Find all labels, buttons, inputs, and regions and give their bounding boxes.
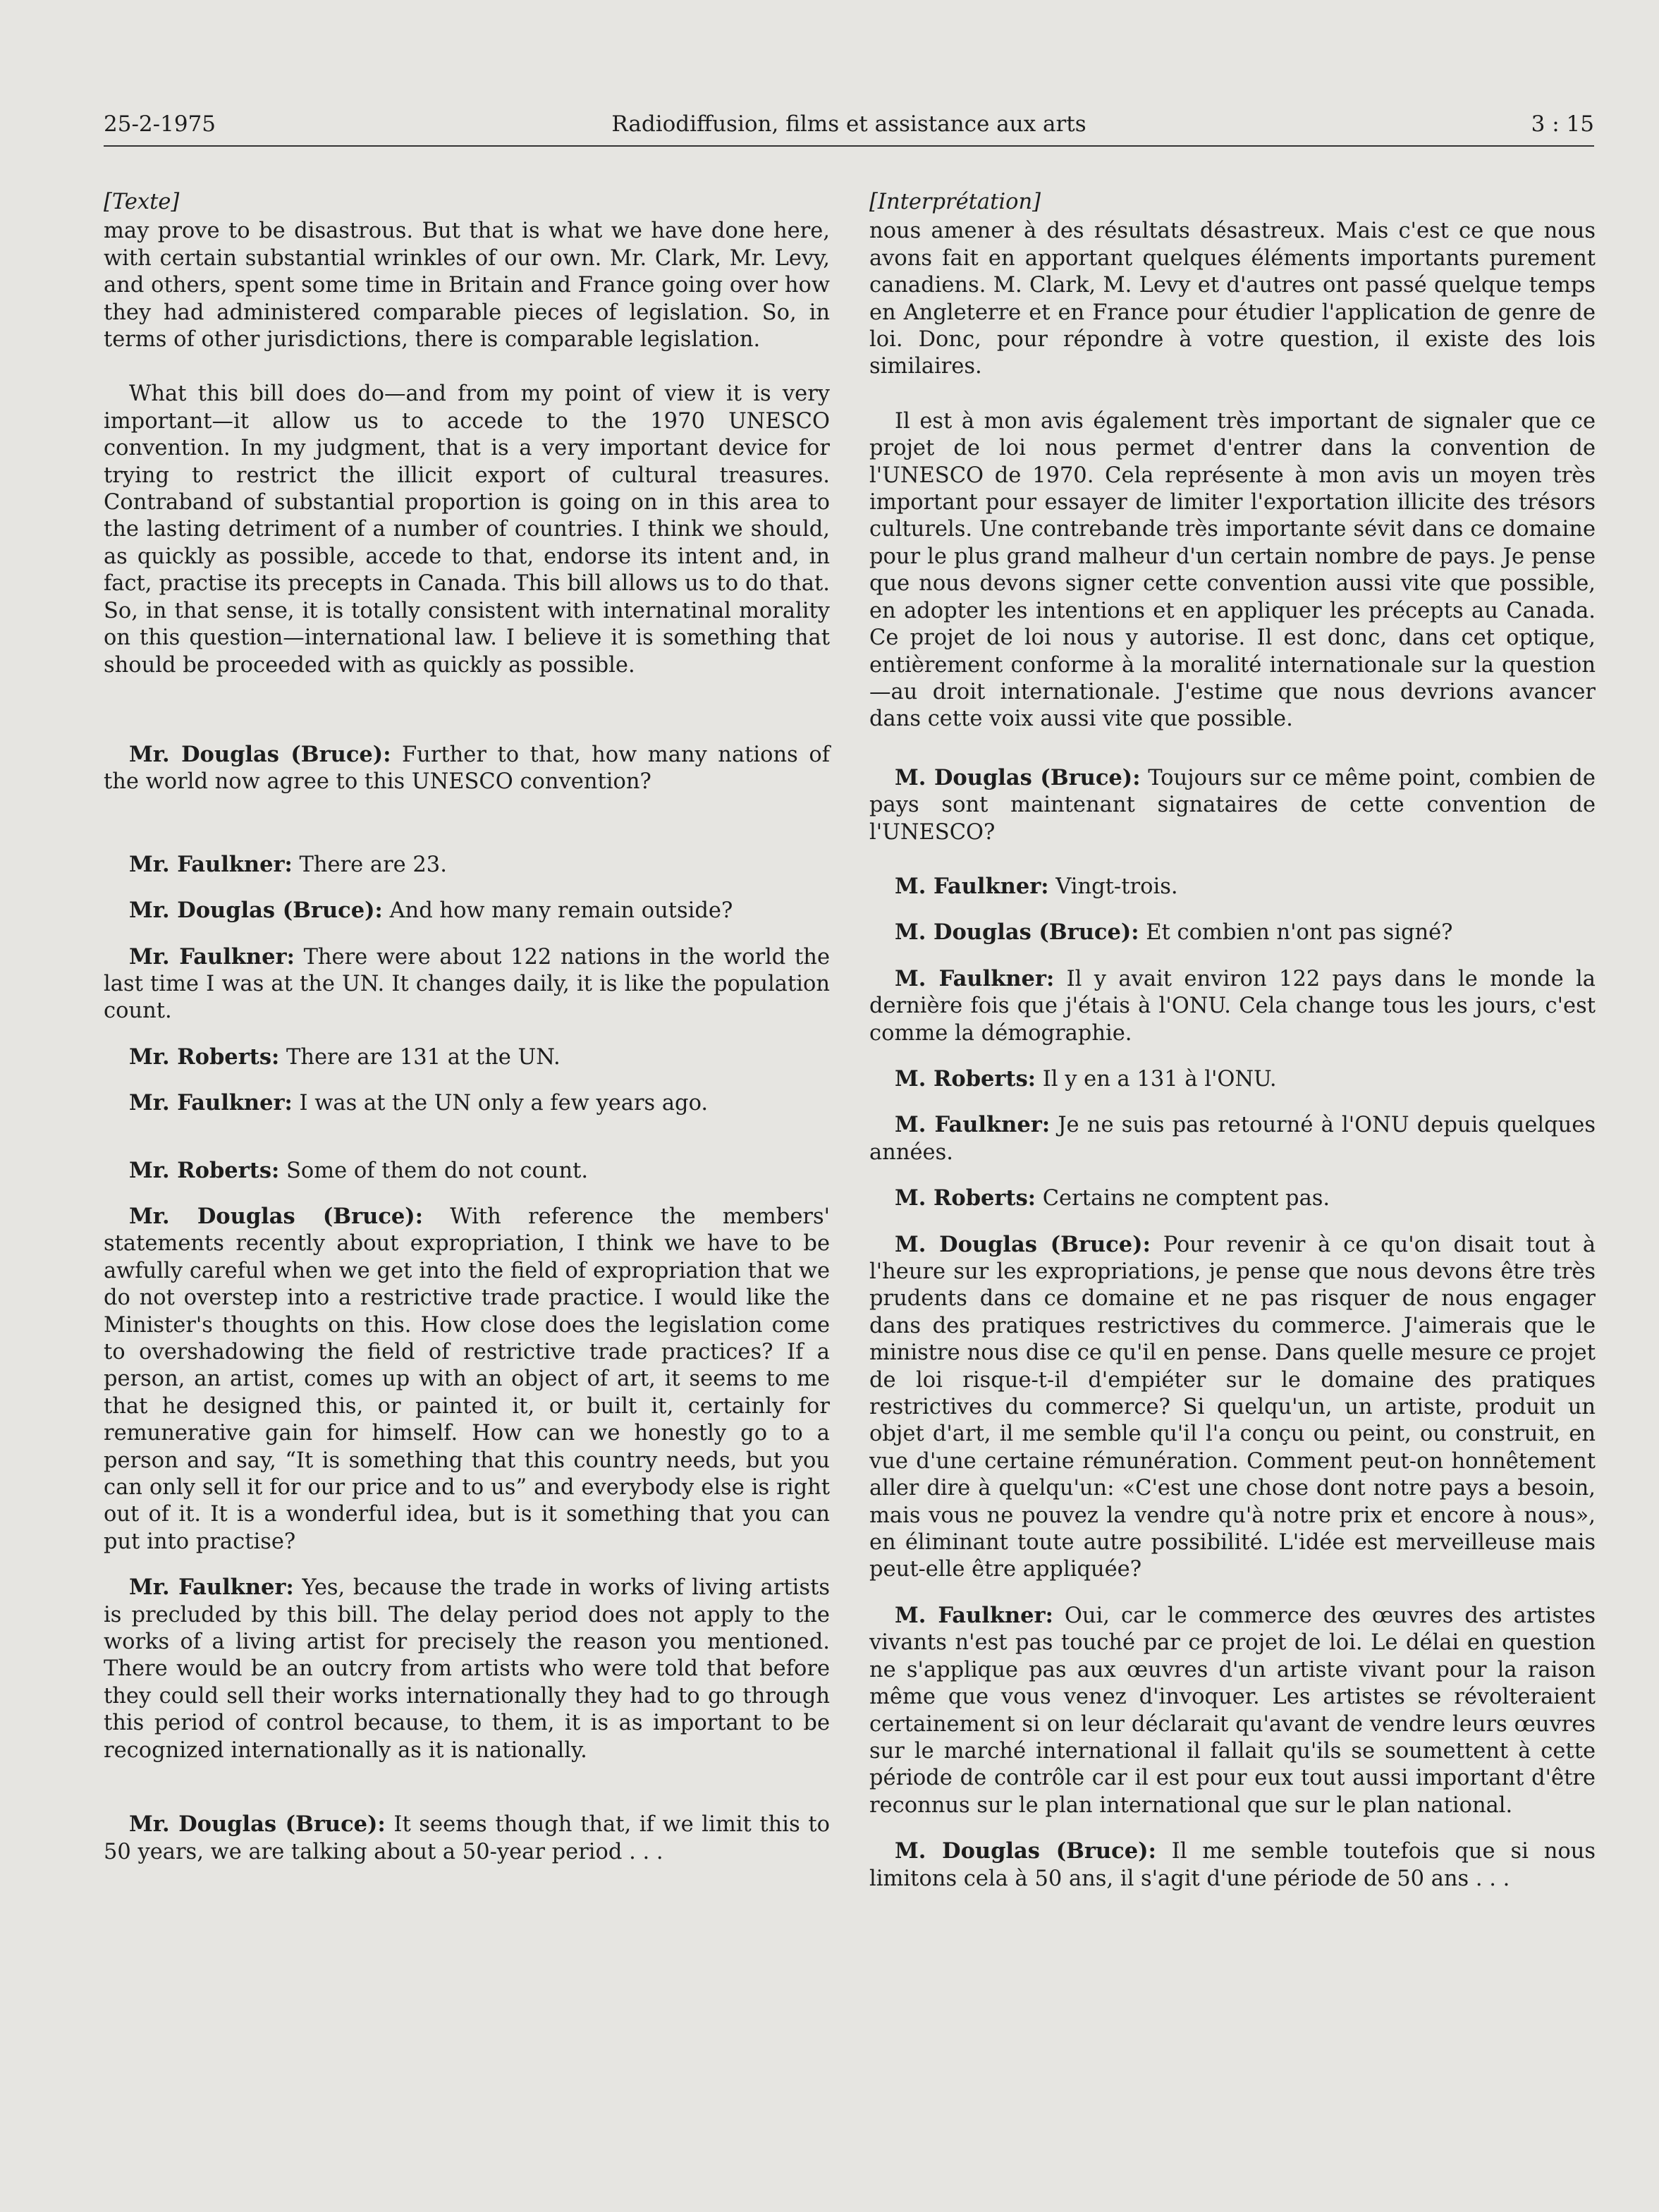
paragraph: Mr. Faulkner: Yes, because the trade in works of living artists is precluded by this bill. The delay period does not apply to the works of a living artist for precisely the reason you mentioned. There would be an outcry from artists who were told that before they could sell their works internationally they had to go through this period of control because, to them, it is as important to be recognized internationally as it is nationally.	[104, 1575, 830, 1763]
paragraph: Mr. Faulkner: I was at the UN only a few years ago.	[129, 1090, 709, 1116]
paragraph: Mr. Douglas (Bruce): And how many remain outside?	[129, 898, 733, 924]
paragraph: Mr. Roberts: There are 131 at the UN.	[129, 1044, 561, 1070]
paragraph: M. Faulkner: Je ne suis pas retourné à l'ONU depuis quelques années.	[869, 1112, 1596, 1165]
paragraph: Mr. Faulkner: There are 23.	[129, 851, 447, 877]
header-title: Radiodiffusion, films et assistance aux arts	[611, 111, 1086, 137]
paragraph: M. Roberts: Il y en a 131 à l'ONU.	[895, 1065, 1277, 1092]
paragraph: may prove to be disastrous. But that is what we have done here, with certain substantial wrinkles of our own. Mr. Clark, Mr. Levy, and others, spent some time in Britain and France going over how they had administered comparable pieces of legislation. So, in terms of other jurisdictions, there is comparable legislation.	[104, 219, 830, 353]
header-date: 25-2-1975	[104, 111, 216, 137]
paragraph: Mr. Douglas (Bruce): Further to that, how many nations of the world now agree to this UNESCO convention?	[104, 741, 830, 795]
paragraph: M. Faulkner: Il y avait environ 122 pays dans le monde la dernière fois que j'étais à l'ONU. Cela change tous les jours, c'est comme la démographie.	[869, 965, 1596, 1046]
paragraph: M. Douglas (Bruce): Toujours sur ce même point, combien de pays sont maintenant signataires de cette convention de l'UNESCO?	[869, 764, 1596, 845]
paragraph: M. Douglas (Bruce): Et combien n'ont pas signé?	[895, 919, 1453, 946]
paragraph: M. Faulkner: Oui, car le commerce des œuvres des artistes vivants n'est pas touché par ce projet de loi. Le délai en question ne s'applique pas aux œuvres d'un artiste vivant pour la raison même que vous venez d'invoquer. Les artistes se révolteraient certainement si on leur déclarait qu'avant de vendre leurs œuvres sur le marché international il fallait qu'ils se soumettent à cette période de contrôle car il est pour eux tout aussi important d'être reconnus sur le plan international que sur le plan national.	[869, 1602, 1596, 1818]
paragraph: M. Roberts: Certains ne comptent pas.	[895, 1185, 1330, 1211]
paragraph: Mr. Faulkner: There were about 122 nations in the world the last time I was at the UN. It changes daily, it is like the population count.	[104, 943, 830, 1024]
column-label-french: [Interprétation]	[869, 190, 1041, 214]
running-header	[104, 106, 1594, 147]
paragraph: What this bill does do—and from my point of view it is very important—it allow us to accede to the 1970 UNESCO convention. In my judgment, that is a very important device for trying to restrict the illicit export of cultural treasures. Contraband of substantial proportion is going on in this area to the lasting detriment of a number of countries. I think we should, as quickly as possible, accede to that, endorse its intent and, in fact, practise its precepts in Canada. This bill allows us to do that. So, in that sense, it is totally consistent with internatinal morality on this question—international law. I believe it is something that should be proceeded with as quickly as possible.	[104, 381, 830, 678]
paragraph: M. Douglas (Bruce): Pour revenir à ce qu'on disait tout à l'heure sur les expropriations, je pense que nous devons être très prudents dans ce domaine et ne pas risquer de nous engager dans des pratiques restrictives du commerce. J'aimerais que le ministre nous dise ce qu'il en pense. Dans quelle mesure ce projet de loi risque-t-il d'empiéter sur le domaine des pratiques restrictives du commerce? Si quelqu'un, un artiste, produit un objet d'art, il me semble qu'il l'a conçu ou peint, ou construit, en vue d'une certaine rémunération. Comment peut-on honnêtement aller dire à quelqu'un: «C'est une chose dont notre pays a besoin, mais vous ne pouvez la vendre qu'à notre prix et encore à nous», en éliminant toute autre possibilité. L'idée est merveilleuse mais peut-elle être appliquée?	[869, 1231, 1596, 1582]
paragraph: Mr. Douglas (Bruce): It seems though that, if we limit this to 50 years, we are talking about a 50-year period . . .	[104, 1811, 830, 1864]
paragraph: Mr. Douglas (Bruce): With reference the members' statements recently about expropriation, I think we have to be awfully careful when we get into the field of expropriation that we do not overstep into a restrictive trade practice. I would like the Minister's thoughts on this. How close does the legislation come to overshadowing the field of restrictive trade practices? If a person, an artist, comes up with an object of art, it seems to me that he designed this, or painted it, or built it, certainly for remunerative gain for himself. How can we honestly go to a person and say, “It is something that this country needs, but you can only sell it for our price and to us” and everybody else is right out of it. It is a wonderful idea, but is it something that you can put into practise?	[104, 1203, 830, 1554]
column-label-english: [Texte]	[104, 190, 180, 214]
paragraph: M. Douglas (Bruce): Il me semble toutefois que si nous limitons cela à 50 ans, il s'agit d'une période de 50 ans . . .	[869, 1838, 1596, 1891]
header-page-number: 3 : 15	[1531, 111, 1594, 137]
english-column	[104, 189, 830, 1866]
paragraph: Il est à mon avis également très important de signaler que ce projet de loi nous permet d'entrer dans la convention de l'UNESCO de 1970. Cela représente à mon avis un moyen très important pour essayer de limiter l'exportation illicite des trésors culturels. Une contrebande très importante sévit dans ce domaine pour le plus grand malheur d'un certain nombre de pays. Je pense que nous devons signer cette convention aussi vite que possible, en adopter les intentions et en appliquer les précepts au Canada. Ce projet de loi nous y autorise. Il est donc, dans cet optique, entièrement conforme à la moralité internationale sur la question—au droit internationale. J'estime que nous devrions avancer dans cette voix aussi vite que possible.	[869, 408, 1596, 732]
paragraph: Mr. Roberts: Some of them do not count.	[129, 1157, 589, 1183]
paragraph: M. Faulkner: Vingt-trois.	[895, 873, 1178, 899]
french-column	[869, 189, 1596, 1893]
paragraph: nous amener à des résultats désastreux. Mais c'est ce que nous avons fait en apportant quelques éléments importants purement canadiens. M. Clark, M. Levy et d'autres ont passé quelque temps en Angleterre et en France pour étudier l'application de genre de loi. Donc, pour répondre à votre question, il existe des lois similaires.	[869, 219, 1596, 379]
